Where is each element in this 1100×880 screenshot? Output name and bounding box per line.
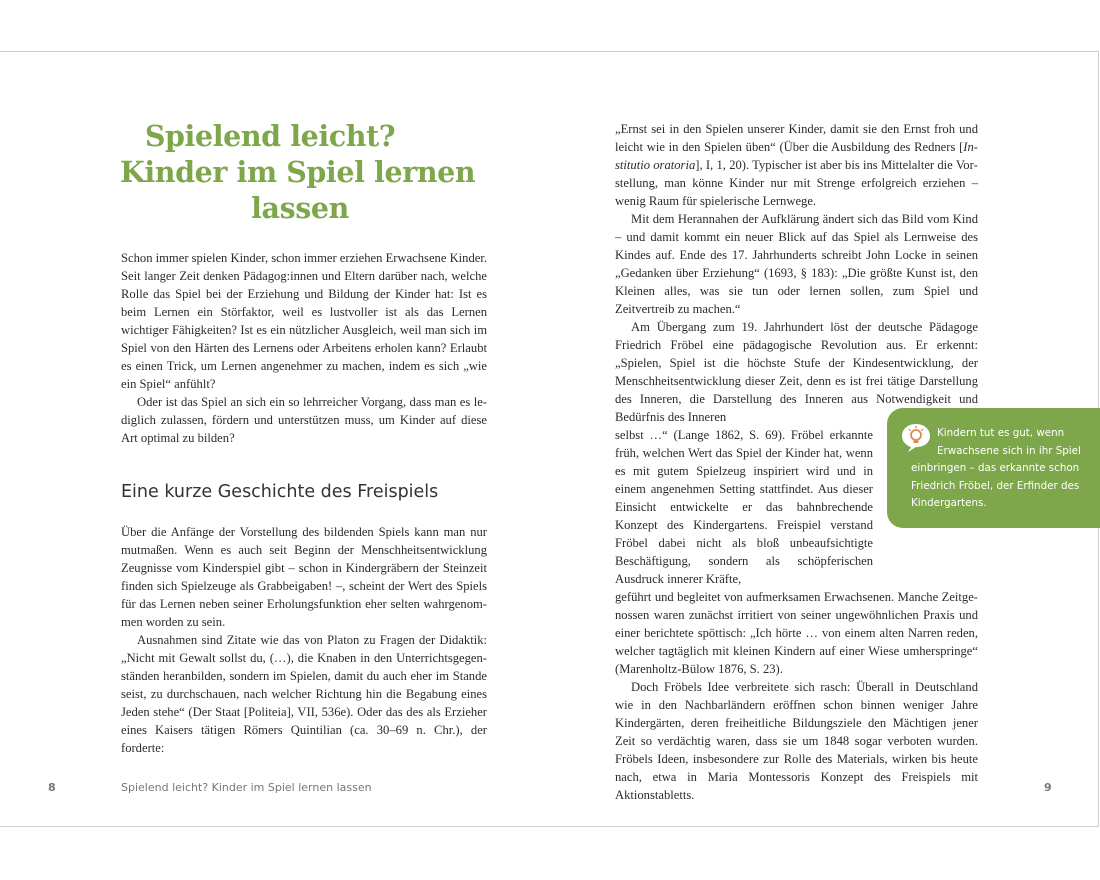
section-heading: Eine kurze Geschichte des Freispiels xyxy=(121,482,439,502)
lightbulb-icon xyxy=(899,421,933,455)
page-number-right: 9 xyxy=(1044,781,1052,794)
paragraph: Schon immer spielen Kinder, schon immer erziehen Erwachsene Kinder. Seit langer Zeit denken Pädagog:innen und Eltern darüber nach, welche Rolle das Spiel bei der Erziehung und Bildung der Kinder hat: Ist es beim Lernen ein Störfaktor, weil es lustvoller ist als das Lernen wichtiger Fähigkeiten? Ist es ein nützlicher Ausgleich, weil man sich im Spiel von den Härten des Lernens oder Arbeitens erholen kann? Erlaubt es einen Trick, um Lernen angenehmer zu machen, indem es sich „wie ein Spiel“ anfühlt? xyxy=(121,251,487,391)
italic-title: Institutio oratoria xyxy=(615,140,978,172)
paragraph: Mit dem Herannahen der Aufklärung ändert sich das Bild vom Kind – und damit kommt ein neuer Blick auf das Spiel als Lernweise des Kindes auf. Ende des 17. Jahrhunderts schreibt John Locke in seinen „Gedanken über Erziehung“ (1693, § 183): „Die größte Kunst ist, den Kleinen alles, was sie tun oder lernen sollen, zum Spiel und Zeitvertreib zu machen.“ xyxy=(615,212,978,316)
callout-text: Kindern tut es gut, wenn Erwachsene sich in ihr Spiel einbringen – das erkannte schon Friedrich Fröbel, der Erfinder des Kindergartens. xyxy=(911,427,1081,509)
page-number-left: 8 xyxy=(48,781,56,794)
running-head: Spielend leicht? Kinder im Spiel lernen lassen xyxy=(121,781,372,794)
chapter-title xyxy=(120,118,476,226)
paragraph: geführt und begleitet von aufmerksamen Erwachsenen. Manche Zeitgenossen waren zunächst irritiert von seiner ungewöhnlichen Praxis und einer berichtete spöttisch: „Ich hörte … von einem alten Narren reden, welcher tagtäglich mit kleinen Kindern auf einer Wiese umherspringe“ (Marenholtz-Bülow 1876, S. 23). xyxy=(615,590,978,676)
left-column-intro xyxy=(121,249,487,447)
paragraph: Doch Fröbels Idee verbreitete sich rasch: Überall in Deutschland wie in den Nachbarländern eröffnen schon binnen weniger Jahre Kindergärten, deren freiheitliche Bildungsziele den Mächtigen jener Zeit so verdächtig waren, dass sie um 1848 sogar verboten wurden. Fröbels Ideen, insbesondere zur Rolle des Materials, wirken bis heute nach, etwa in Maria Montessoris Konzept des Freispiels mit Aktionstabletts. xyxy=(615,680,978,802)
tip-callout xyxy=(887,408,1100,528)
paragraph xyxy=(615,120,978,210)
title-line-1: Spielend leicht? xyxy=(144,119,396,153)
paragraph: Oder ist das Spiel an sich ein so lehrreicher Vorgang, dass man es lediglich zulassen, fördern und unterstützen muss, um Kinder auf diese Art optimal zu bilden? xyxy=(121,395,487,445)
left-column-history xyxy=(121,523,487,757)
paragraph-narrow: selbst …“ (Lange 1862, S. 69). Fröbel erkannte früh, welchen Wert das Spiel der Kinder hat, wenn es mit gutem Spielzeug inspiriert wird und in einem angenehmen Setting stattfindet. Aus dieser Einsicht entwickelte er das bahnbrechende Konzept des Kindergartens. Freispiel verstand Fröbel dabei nicht als bloß unbeaufsichtigte Beschäftigung, sondern als schöpferischen Ausdruck innerer Kräfte, xyxy=(615,428,873,586)
text-run: ], I, 1, 20). Typischer ist aber bis ins Mittelalter die Vorstellung, man könne Kinder nur mit Strenge erfolgreich erziehen – wenig Raum für spielerische Lernwege. xyxy=(615,158,978,208)
paragraph: Am Übergang zum 19. Jahrhundert löst der deutsche Pädagoge Friedrich Fröbel eine pädagogische Revolution aus. Er erkennt: „Spielen, Spiel ist die höchste Stufe der Kindesentwicklung, der Menschheitsentwicklung dieser Zeit, denn es ist frei tätige Darstellung des Inneren, die Darstellung des Inneren aus Notwendigkeit und Bedürfnis des Inneren xyxy=(615,320,978,424)
paragraph: Über die Anfänge der Vorstellung des bildenden Spiels kann man nur mutmaßen. Wenn es auch seit Beginn der Menschheitsentwicklung Zeugnisse vom Kinderspiel gibt – schon in Kindergräbern der Steinzeit finden sich Spielzeuge als Grabbeigaben! –, scheint der Wert des Spiels für das Lernen neben seiner Erholungsfunktion eher selten wahrgenommen worden zu sein. xyxy=(121,525,487,629)
text-run: „Ernst sei in den Spielen unserer Kinder, damit sie den Ernst froh und leicht wie in den Spielen üben“ (Über die Ausbildung des Redners [ xyxy=(615,122,978,154)
title-line-2: Kinder im Spiel lernen xyxy=(120,155,476,189)
paragraph: Ausnahmen sind Zitate wie das von Platon zu Fragen der Didaktik: „Nicht mit Gewalt sollst du, (…), die Knaben in den Unterrichtsgegenständen heranbilden, sondern im Spielen, damit du auch eher im Stande seist, zu durchschauen, nach welcher Richtung hin die Begabung eines Jeden stehe“ (Der Staat [Politeia], VII, 536e). Oder das des als Erzieher eines Kaisers tätigen Römers Quintilian (ca. 30–69 n. Chr.), der forderte: xyxy=(121,633,487,755)
title-line-3: lassen xyxy=(251,191,349,225)
